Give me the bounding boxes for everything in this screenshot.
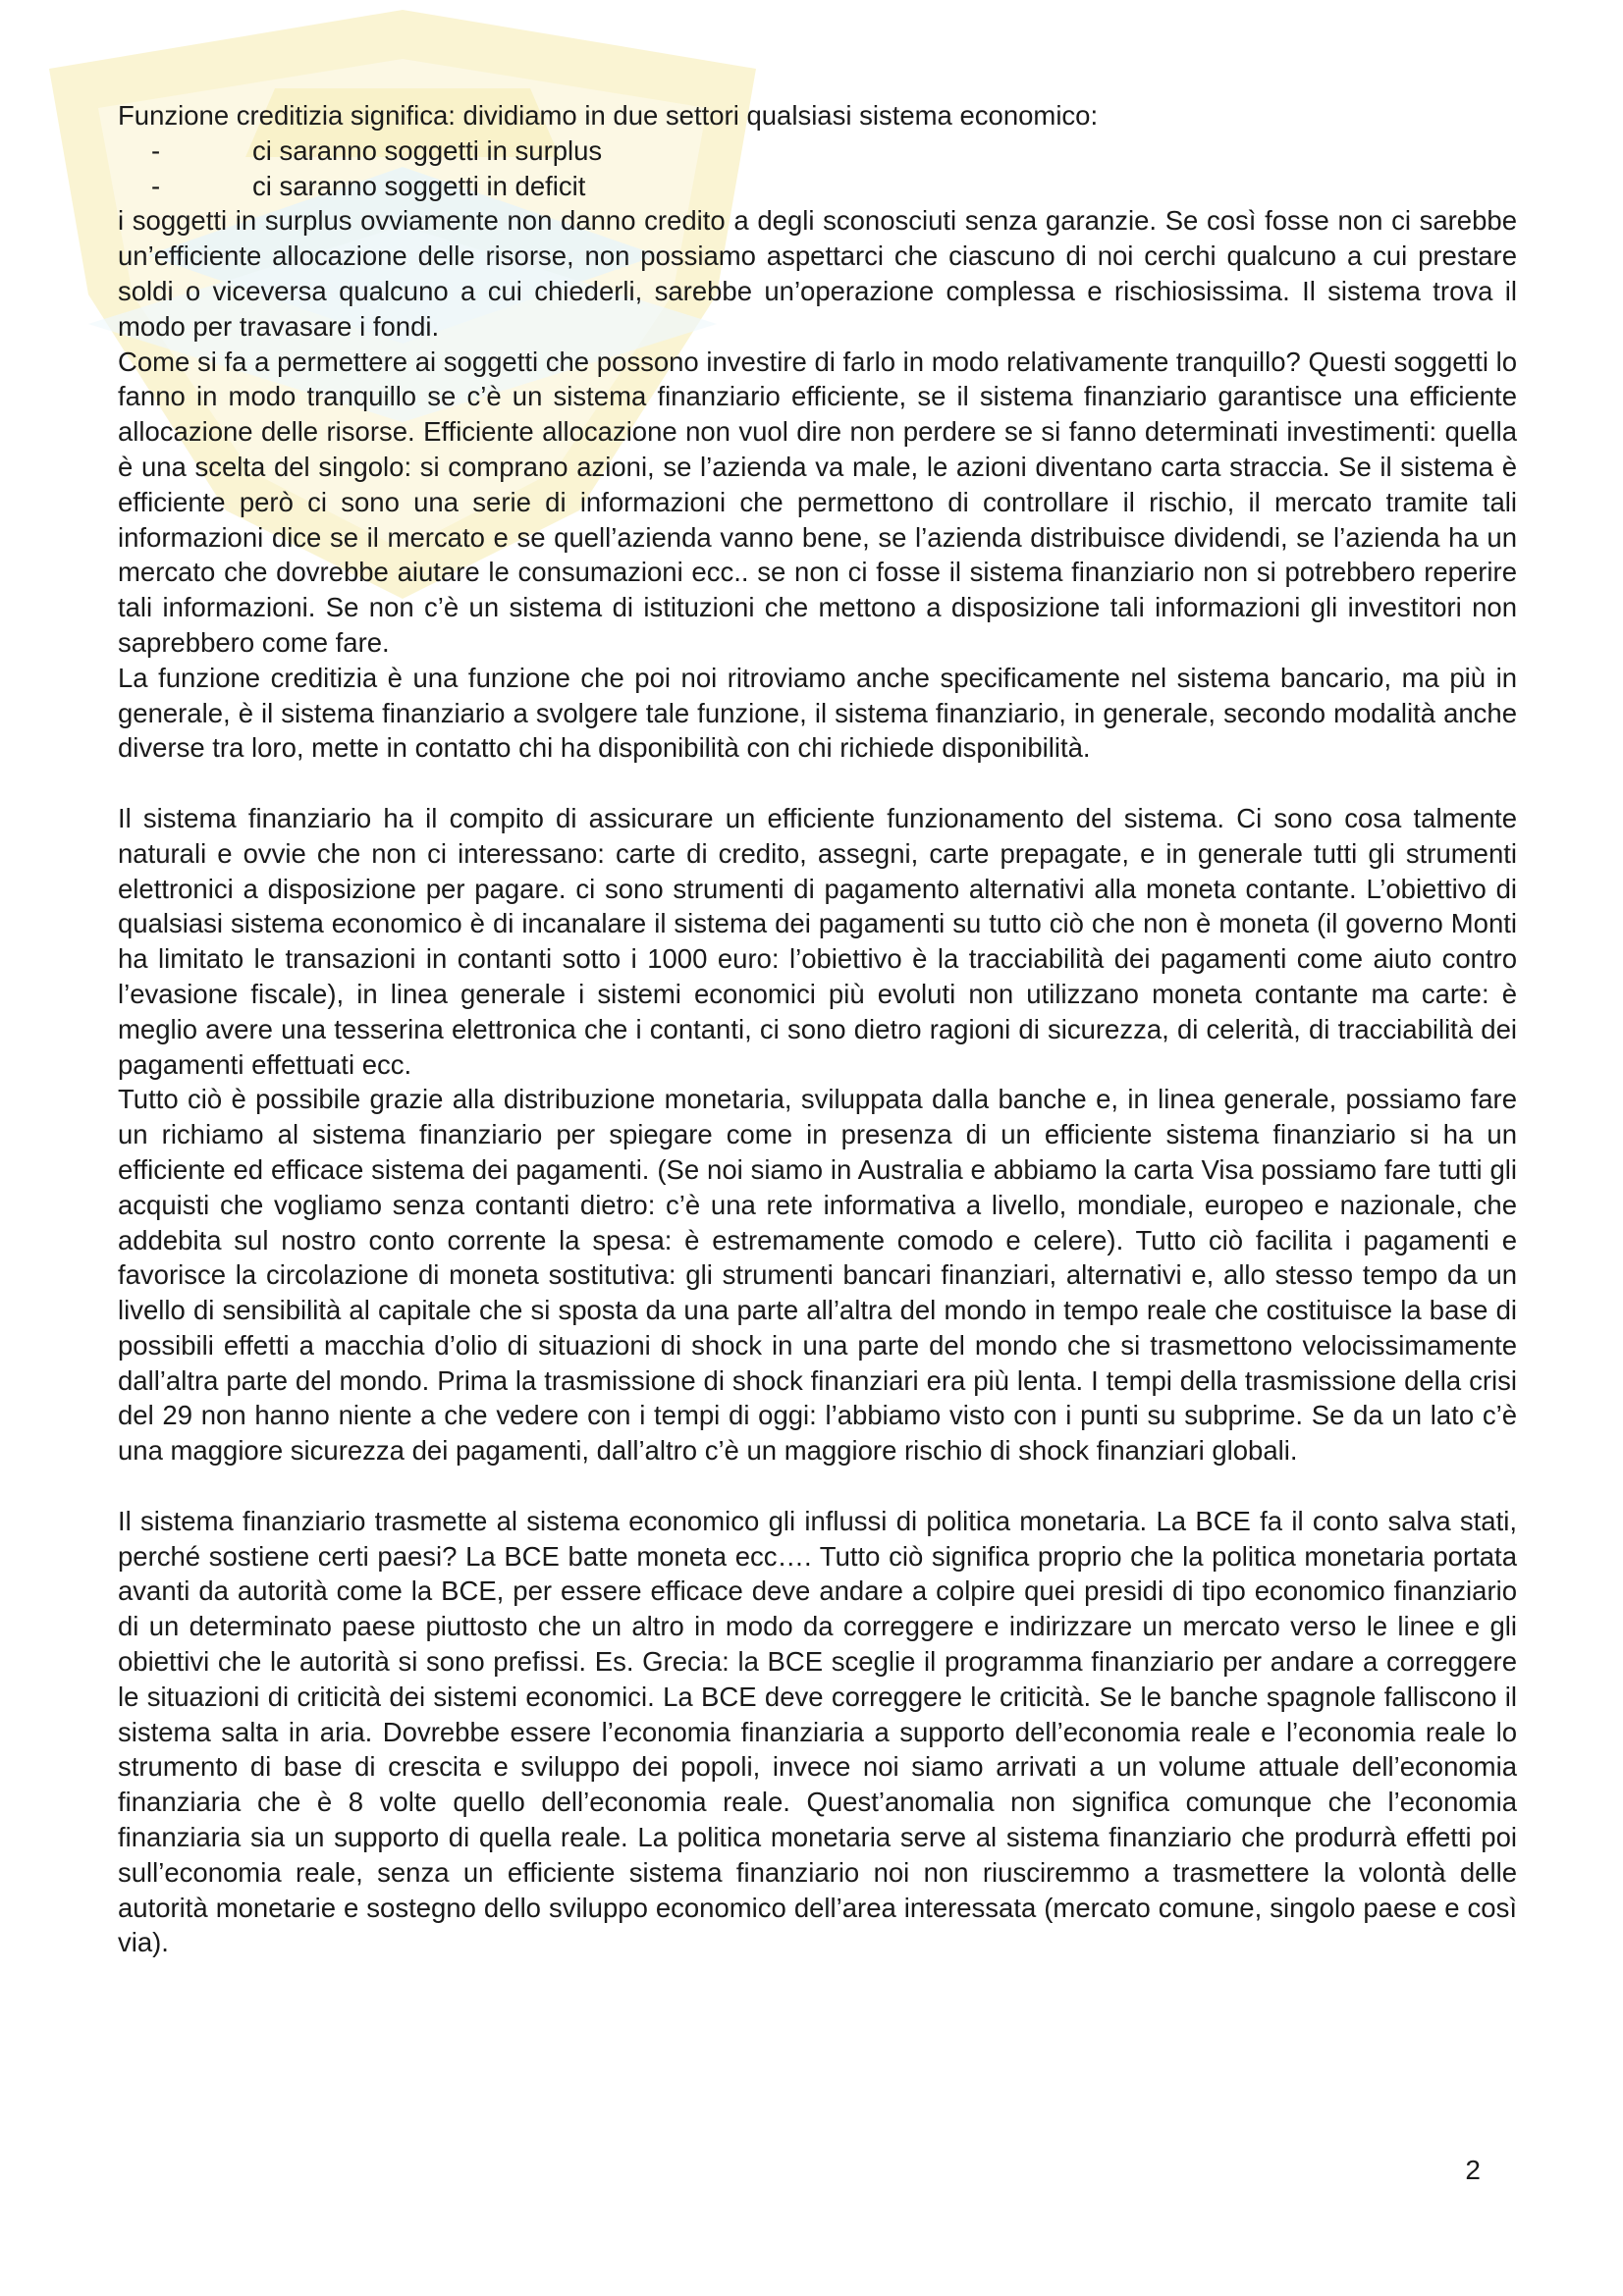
paragraph-monetary-policy: Il sistema finanziario trasmette al sistema economico gli influssi di politica monetaria. La BCE fa il conto salva stati, perché sostiene certi paesi? La BCE batte moneta ecc…. Tutto ciò significa proprio che la politica monetaria portata avanti da autorità come la BCE, per essere efficace deve andare a colpire quei presidi di tipo economico finanziario di un determinato paese piuttosto che un altro in modo da correggere e indirizzare un mercato verso le linee e gli obiettivi che le autorità si sono prefissi. Es. Grecia: la BCE sceglie il programma finanziario per andare a correggere le situazioni di criticità dei sistemi economici. La BCE deve correggere le criticità. Se le banche spagnole falliscono il sistema salta in aria. Dovrebbe essere l’economia finanziaria a supporto dell’economia reale e l’economia reale lo strumento di base di crescita e sviluppo dei popoli, invece noi siamo arrivati a un volume attuale dell’economia finanziaria che è 8 volte quello dell’economia reale. Quest’anomalia non significa comunque che l’economia finanziaria sia un supporto di quella reale. La politica monetaria serve al sistema finanziario che produrrà effetti poi sull’economia reale, senza un efficiente sistema finanziario noi non riusciremmo a trasmettere la volontà delle autorità monetarie e sostegno dello sviluppo economico dell’area interessata (mercato comune, singolo paese e così via). xyxy=(118,1505,1517,1958)
paragraph-investing: Come si fa a permettere ai soggetti che possono investire di farlo in modo relativamente tranquillo? Questi soggetti lo fanno in modo tranquillo se c’è un sistema finanziario efficiente, se il sistema finanziario garantisce una efficiente allocazione delle risorse. Efficiente allocazione non vuol dire non perdere se si fanno determinati investimenti: quella è una scelta del singolo: si comprano azioni, se l’azienda va male, le azioni diventano carta straccia. Se il sistema è efficiente però ci sono una serie di informazioni che permettono di controllare il rischio, il mercato tramite tali informazioni dice se il mercato e se quell’azienda vanno bene, se l’azienda distribuisce dividendi, se l’azienda ha un mercato che dovrebbe aiutare le consumazioni ecc.. se non ci fosse il sistema finanziario non si potrebbero reperire tali informazioni. Se non c’è un sistema di istituzioni che mettono a disposizione tali informazioni gli investitori non saprebbero come fare. xyxy=(118,346,1517,658)
paragraph-spacer xyxy=(118,766,1517,801)
bullet-marker: - xyxy=(151,170,161,201)
intro-line: Funzione creditizia significa: dividiamo in due settori qualsiasi sistema economico: xyxy=(118,100,1099,131)
page-number: 2 xyxy=(1465,2155,1481,2185)
paragraph-monetary-distribution: Tutto ciò è possibile grazie alla distribuzione monetaria, sviluppata dalla banche e, in linea generale, possiamo fare un richiamo al sistema finanziario per spiegare come in presenza di un efficiente sistema finanziario si ha un efficiente ed efficace sistema dei pagamenti. (Se noi siamo in Australia e abbiamo la carta Visa possiamo fare tutti gli acquisti che vogliamo senza contanti dietro: c’è una rete informativa a livello, mondiale, europeo e nazionale, che addebita sul nostro conto corrente la spesa: è estremamente comodo e celere). Tutto ciò facilita i pagamenti e favorisce la circolazione di moneta sostitutiva: gli strumenti bancari finanziari, alternativi e, allo stesso tempo da un livello di sensibilità al capitale che si sposta da una parte all’altra del mondo in tempo reale che costituisce la base di possibili effetti a macchia d’olio di situazioni di shock in una parte del mondo che si trasmettono velocissimamente dall’altra parte del mondo. Prima la trasmissione di shock finanziari era più lenta. I tempi della trasmissione della crisi del 29 non hanno niente a che vedere con i tempi di oggi: l’abbiamo visto con i punti su subprime. Se da un lato c’è una maggiore sicurezza dei pagamenti, dall’altro c’è un maggiore rischio di shock finanziari globali. xyxy=(118,1084,1517,1467)
paragraph-credit-function: La funzione creditizia è una funzione che poi noi ritroviamo anche specificamente nel sistema bancario, ma più in generale, è il sistema finanziario a svolgere tale funzione, il sistema finanziario, in generale, secondo modalità anche diverse tra loro, mette in contatto chi ha disponibilità con chi richiede disponibilità. xyxy=(118,662,1517,764)
bullet-item-deficit xyxy=(118,169,1517,204)
bullet-text: ci saranno soggetti in deficit xyxy=(252,170,586,201)
bullet-marker: - xyxy=(151,134,161,166)
bullet-item-surplus xyxy=(118,133,1517,169)
paragraph-payments: Il sistema finanziario ha il compito di assicurare un efficiente funzionamento del sistema. Ci sono cosa talmente naturali e ovvie che non ci interessano: carte di credito, assegni, carte prepagate, e in generale tutti gli strumenti elettronici a disposizione per pagare. ci sono strumenti di pagamento alternativi alla moneta contante. L’obiettivo di qualsiasi sistema economico è di incanalare il sistema dei pagamenti su tutto ciò che non è moneta (il governo Monti ha limitato le transazioni in contanti sotto i 1000 euro: l’obiettivo è la tracciabilità dei pagamenti come aiuto contro l’evasione fiscale), in linea generale i sistemi economici più evoluti non utilizzano moneta contante ma carte: è meglio avere una tesserina elettronica che i contanti, ci sono dietro ragioni di sicurezza, di celerità, di tracciabilità dei pagamenti effettuati ecc. xyxy=(118,802,1517,1080)
bullet-text: ci saranno soggetti in surplus xyxy=(252,134,603,166)
document-body xyxy=(118,98,1517,1960)
paragraph-surplus: i soggetti in surplus ovviamente non danno credito a degli sconosciuti senza garanzie. Se così fosse non ci sarebbe un’efficiente allocazione delle risorse, non possiamo aspettarci che ciascuno di noi cerchi qualcuno a cui prestare soldi o viceversa qualcuno a cui chiederli, sarebbe un’operazione complessa e rischiosissima. Il sistema trova il modo per travasare i fondi. xyxy=(118,205,1517,342)
paragraph-spacer xyxy=(118,1468,1517,1504)
